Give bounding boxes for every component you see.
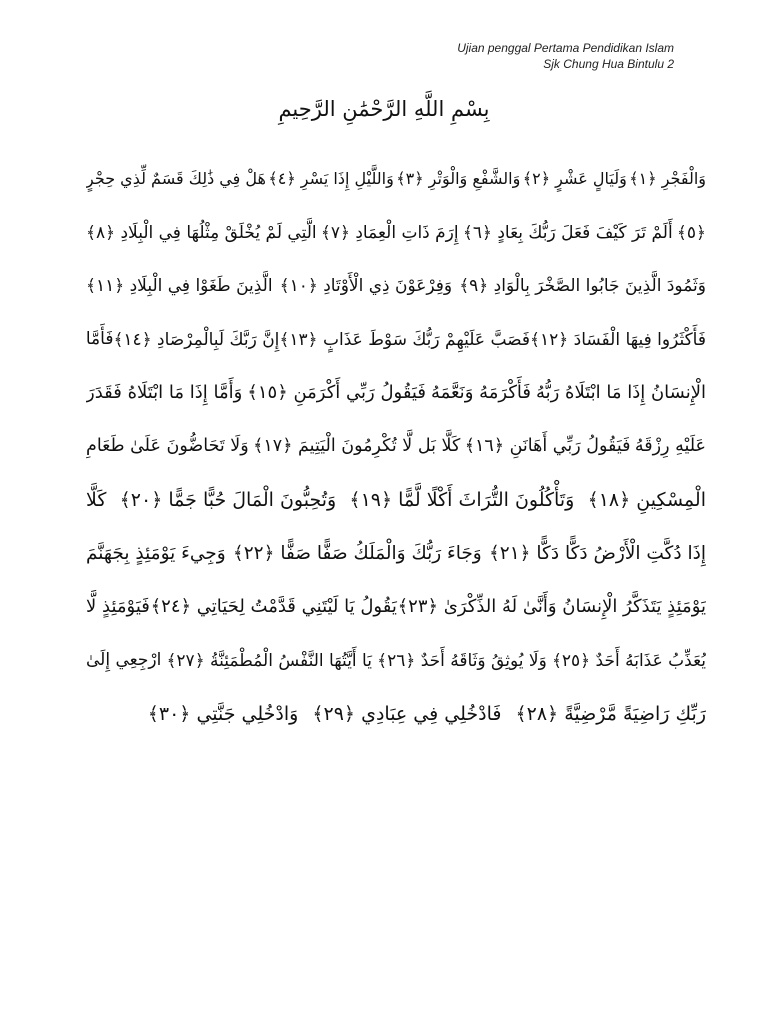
verse-line-8 [86, 527, 706, 581]
verse-segment: إِرَمَ ذَاتِ الْعِمَادِ ﴿٧﴾ [320, 222, 459, 243]
verse-line-10 [86, 634, 706, 688]
verse-segment: هَلْ فِي ذَٰلِكَ قَسَمٌ لِّذِي حِجْرٍ [86, 169, 266, 189]
verse-segment: فَأَكْثَرُوا فِيهَا الْفَسَادَ ﴿١٢﴾ [530, 329, 706, 350]
verse-segment: ارْجِعِي إِلَىٰ [86, 650, 162, 671]
verse-segment: يَقُولُ يَا لَيْتَنِي قَدَّمْتُ لِحَيَاتِي ﴿٢٤﴾ [150, 596, 397, 618]
verse-segment: الَّذِينَ طَغَوْا فِي الْبِلَادِ ﴿١١﴾ [86, 276, 273, 297]
verse-line-7 [86, 473, 706, 527]
verse-segment: كَلَّا بَل لَّا تُكْرِمُونَ الْيَتِيمَ ﴿١٧﴾ [253, 436, 461, 457]
verse-segment: وَفِرْعَوْنَ ذِي الْأَوْتَادِ ﴿١٠﴾ [279, 276, 453, 297]
verse-segment: كَلَّا [86, 488, 107, 511]
verse-segment: وَلَيَالٍ عَشْرٍ ﴿٢﴾ [522, 169, 627, 189]
verse-segment: وَالْفَجْرِ ﴿١﴾ [629, 169, 706, 189]
verse-line-6 [86, 420, 706, 474]
verse-segment: فَأَمَّا [86, 329, 114, 350]
verse-segment: فَادْخُلِي فِي عِبَادِي ﴿٢٩﴾ [312, 702, 502, 725]
verse-segment: وَتُحِبُّونَ الْمَالَ حُبًّا جَمًّا ﴿٢٠﴾ [119, 488, 337, 511]
verse-segment: وَجِيءَ يَوْمَئِذٍ بِجَهَنَّمَ [86, 542, 226, 564]
header-exam-title: Ujian penggal Pertama Pendidikan Islam [457, 41, 674, 55]
verse-segment: ﴿٥﴾ [676, 222, 706, 243]
verse-line-11 [86, 687, 706, 741]
verse-segment: الْإِنسَانُ إِذَا مَا ابْتَلَاهُ رَبُّهُ [535, 382, 706, 404]
verse-line-5 [86, 366, 706, 420]
verse-segment: فَيَقُولُ رَبِّي أَهَانَنِ ﴿١٦﴾ [464, 436, 631, 457]
verse-segment: وَثَمُودَ الَّذِينَ جَابُوا الصَّخْرَ بِالْوَادِ ﴿٩﴾ [459, 276, 706, 297]
verse-segment: يَوْمَئِذٍ يَتَذَكَّرُ الْإِنسَانُ وَأَنَّىٰ لَهُ الذِّكْرَىٰ ﴿٢٣﴾ [397, 596, 706, 618]
verse-segment: إِذَا دُكَّتِ الْأَرْضُ دَكًّا دَكًّا ﴿٢١﴾ [488, 542, 706, 564]
verse-segment: يُعَذِّبُ عَذَابَهُ أَحَدٌ ﴿٢٥﴾ [551, 650, 706, 671]
verse-segment: الَّتِي لَمْ يُخْلَقْ مِثْلُهَا فِي الْبِلَادِ ﴿٨﴾ [86, 222, 317, 243]
verse-segment: يَا أَيَّتُهَا النَّفْسُ الْمُطْمَئِنَّةُ ﴿٢٧﴾ [166, 650, 372, 671]
verse-segment: وَالشَّفْعِ وَالْوَتْرِ ﴿٣﴾ [396, 169, 521, 189]
verse-line-9 [86, 580, 706, 634]
verse-segment: وَاللَّيْلِ إِذَا يَسْرِ ﴿٤﴾ [268, 169, 394, 189]
verse-segment: وَادْخُلِي جَنَّتِي ﴿٣٠﴾ [147, 702, 299, 725]
surah-text [86, 152, 706, 741]
verse-line-3 [86, 259, 706, 313]
verse-segment: فَيَقُولُ رَبِّي أَكْرَمَنِ ﴿١٥﴾ [247, 382, 426, 404]
verse-segment: وَلَا يُوثِقُ وَثَاقَهُ أَحَدٌ ﴿٢٦﴾ [377, 650, 547, 671]
verse-segment: الْمِسْكِينِ ﴿١٨﴾ [587, 488, 706, 511]
verse-line-2 [86, 206, 706, 260]
verse-segment: إِنَّ رَبَّكَ لَبِالْمِرْصَادِ ﴿١٤﴾ [113, 329, 280, 350]
basmala: بِسْمِ اللَّهِ الرَّحْمَٰنِ الرَّحِيمِ [278, 97, 490, 121]
verse-line-1 [86, 152, 706, 206]
verse-segment: فَأَكْرَمَهُ وَنَعَّمَهُ [430, 382, 531, 404]
header-school-name: Sjk Chung Hua Bintulu 2 [543, 57, 674, 71]
verse-segment: فَصَبَّ عَلَيْهِمْ رَبُّكَ سَوْطَ عَذَابٍ ﴿١٣﴾ [279, 329, 531, 350]
verse-segment: عَلَيْهِ رِزْقَهُ [634, 436, 706, 457]
verse-segment: وَتَأْكُلُونَ التُّرَاثَ أَكْلًا لَّمًّا ﴿١٩﴾ [349, 488, 575, 511]
verse-segment: وَجَاءَ رَبُّكَ وَالْمَلَكُ صَفًّا صَفًّا ﴿٢٢﴾ [232, 542, 482, 564]
verse-segment: أَلَمْ تَرَ كَيْفَ فَعَلَ رَبُّكَ بِعَادٍ ﴿٦﴾ [462, 222, 673, 243]
verse-line-4 [86, 313, 706, 367]
verse-segment: وَأَمَّا إِذَا مَا ابْتَلَاهُ فَقَدَرَ [86, 382, 243, 404]
verse-segment: رَبِّكِ رَاضِيَةً مَّرْضِيَّةً ﴿٢٨﴾ [515, 702, 706, 725]
verse-segment: فَيَوْمَئِذٍ لَّا [86, 596, 150, 618]
verse-segment: وَلَا تَحَاضُّونَ عَلَىٰ طَعَامِ [86, 436, 249, 457]
document-header [457, 40, 674, 72]
